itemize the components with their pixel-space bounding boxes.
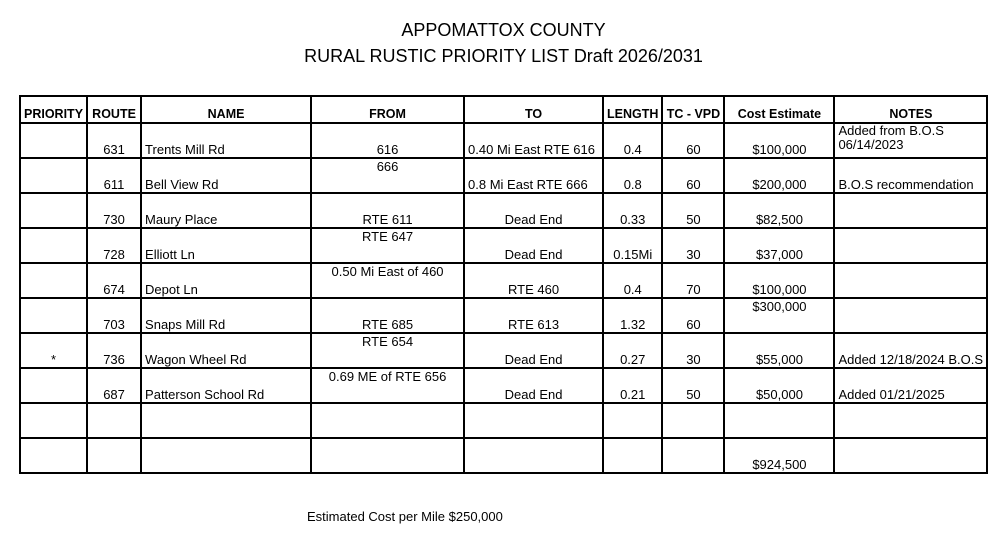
length-cell: 0.21 [603,368,662,403]
name-cell: Maury Place [141,193,311,228]
header-row [20,96,987,123]
document-title: APPOMATTOX COUNTY [401,20,606,40]
from-cell: 666 [311,158,464,193]
from-cell: RTE 611 [311,193,464,228]
notes-cell [834,123,987,158]
header-length: LENGTH [603,96,662,123]
from-cell: 0.50 Mi East of 460 [311,263,464,298]
cost-cell: $100,000 [724,123,834,158]
cost-per-mile-note [307,509,503,524]
priority-cell [20,368,87,403]
table-row [20,193,987,228]
cost-cell: $200,000 [724,158,834,193]
notes-cell [834,193,987,228]
empty-row [20,403,987,438]
header-from: FROM [311,96,464,123]
table-row [20,158,987,193]
header-name: NAME [141,96,311,123]
from-cell: RTE 654 [311,333,464,368]
priority-cell [20,298,87,333]
cost-cell: $50,000 [724,368,834,403]
cost-cell: $37,000 [724,228,834,263]
tc-vpd-cell: 50 [662,368,724,403]
notes-cell: B.O.S recommendation [834,158,987,193]
tc-vpd-cell: 60 [662,123,724,158]
tc-vpd-cell: 30 [662,228,724,263]
tc-vpd-cell: 30 [662,333,724,368]
name-cell: Wagon Wheel Rd [141,333,311,368]
table-row [20,298,987,333]
name-cell: Bell View Rd [141,158,311,193]
tc-vpd-cell: 70 [662,263,724,298]
name-cell: Depot Ln [141,263,311,298]
route-cell: 687 [87,368,141,403]
empty-cell [603,438,662,473]
empty-cell [464,403,603,438]
from-cell: 0.69 ME of RTE 656 [311,368,464,403]
length-cell: 0.8 [603,158,662,193]
priority-cell [20,263,87,298]
header-notes: NOTES [834,96,987,123]
length-cell: 0.15Mi [603,228,662,263]
notes-cell: Added 01/21/2025 [834,368,987,403]
tc-vpd-cell: 50 [662,193,724,228]
length-cell: 0.33 [603,193,662,228]
priority-cell [20,193,87,228]
empty-cell [20,403,87,438]
from-cell: RTE 647 [311,228,464,263]
header-cost-estimate: Cost Estimate [724,96,834,123]
priority-table [19,95,988,474]
priority-cell [20,228,87,263]
to-cell: Dead End [464,368,603,403]
notes-cell [834,228,987,263]
table-row [20,263,987,298]
route-cell: 631 [87,123,141,158]
empty-cell [464,438,603,473]
route-cell: 674 [87,263,141,298]
to-cell: Dead End [464,193,603,228]
cost-per-mile-value: $250,000 [448,509,503,524]
empty-cell [87,403,141,438]
empty-cell [20,438,87,473]
empty-cell [603,403,662,438]
empty-cell [311,438,464,473]
route-cell: 611 [87,158,141,193]
to-cell: 0.8 Mi East RTE 666 [464,158,603,193]
empty-cell [662,403,724,438]
empty-cell [141,438,311,473]
from-cell: 616 [311,123,464,158]
from-cell: RTE 685 [311,298,464,333]
name-cell: Trents Mill Rd [141,123,311,158]
to-cell: Dead End [464,333,603,368]
priority-cell: * [20,333,87,368]
route-cell: 703 [87,298,141,333]
table-row [20,333,987,368]
table-row [20,228,987,263]
priority-cell [20,123,87,158]
cost-cell: $55,000 [724,333,834,368]
to-cell: Dead End [464,228,603,263]
route-cell: 728 [87,228,141,263]
length-cell: 0.27 [603,333,662,368]
header-priority: PRIORITY [20,96,87,123]
notes-line: 06/14/2023 [838,137,904,152]
cost-per-mile-label: Estimated Cost per Mile [307,509,445,524]
empty-cell [662,438,724,473]
name-cell: Snaps Mill Rd [141,298,311,333]
to-cell: RTE 613 [464,298,603,333]
document-subtitle: RURAL RUSTIC PRIORITY LIST Draft 2026/2031 [304,46,703,66]
to-cell: RTE 460 [464,263,603,298]
length-cell: 0.4 [603,263,662,298]
name-cell: Patterson School Rd [141,368,311,403]
to-cell: 0.40 Mi East RTE 616 [464,123,603,158]
cost-cell: $100,000 [724,263,834,298]
priority-cell [20,158,87,193]
total-cost-cell: $924,500 [724,438,834,473]
notes-cell: Added 12/18/2024 B.O.S [834,333,987,368]
empty-cell [141,403,311,438]
table-row [20,123,987,158]
length-cell: 1.32 [603,298,662,333]
table-row [20,368,987,403]
cost-cell: $300,000 [724,298,834,333]
header-tc-vpd: TC - VPD [662,96,724,123]
empty-cell [724,403,834,438]
empty-cell [87,438,141,473]
total-row [20,438,987,473]
tc-vpd-cell: 60 [662,298,724,333]
route-cell: 736 [87,333,141,368]
cost-cell: $82,500 [724,193,834,228]
empty-cell [834,403,987,438]
notes-cell [834,263,987,298]
empty-cell [834,438,987,473]
header-to: TO [464,96,603,123]
header-route: ROUTE [87,96,141,123]
route-cell: 730 [87,193,141,228]
notes-line: Added from B.O.S [838,123,944,138]
empty-cell [311,403,464,438]
length-cell: 0.4 [603,123,662,158]
name-cell: Elliott Ln [141,228,311,263]
notes-cell [834,298,987,333]
tc-vpd-cell: 60 [662,158,724,193]
